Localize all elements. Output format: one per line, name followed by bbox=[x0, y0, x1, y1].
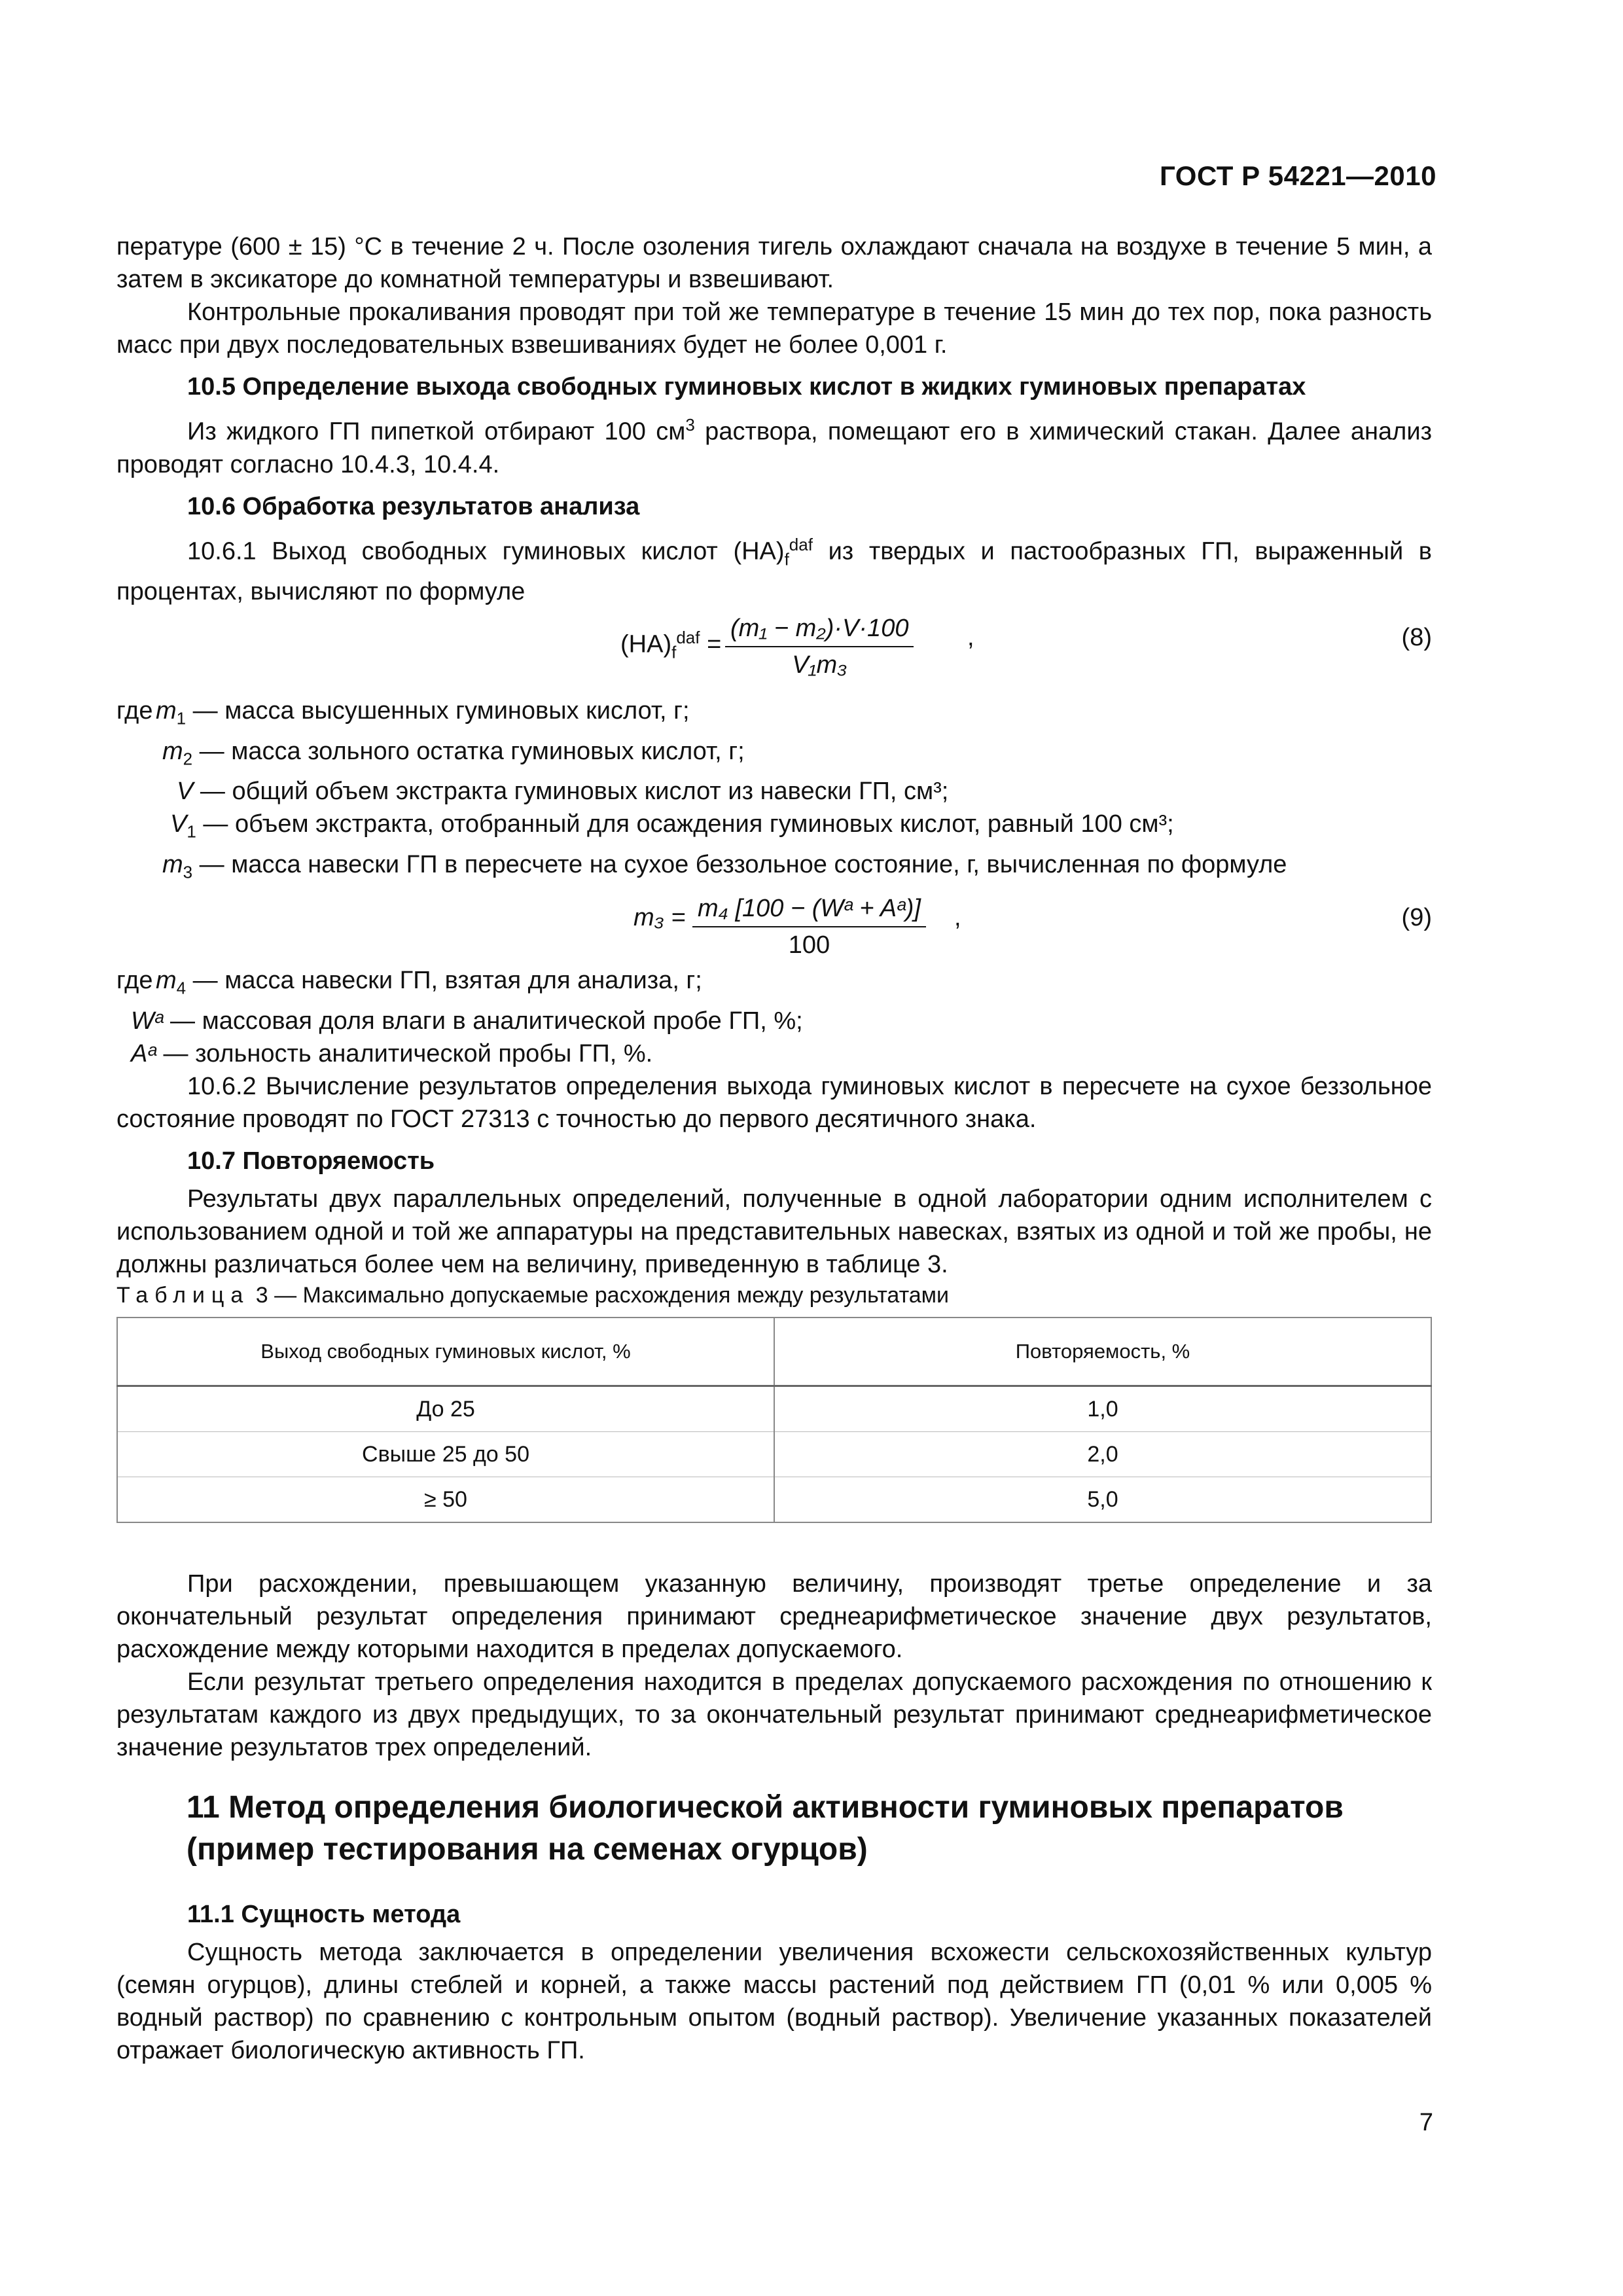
formula-8-numerator: (m₁ − m₂)·V·100 bbox=[725, 612, 914, 647]
formula-8-denominator: V₁m₃ bbox=[792, 651, 847, 679]
table-row bbox=[117, 1386, 1431, 1432]
column-header: Повторяемость, % bbox=[774, 1318, 1431, 1386]
section-11-title: 11 Метод определения биологической активности гуминовых препаратов (пример тестирования на семенах огурцов) bbox=[187, 1790, 1344, 1867]
formula-9-fraction bbox=[692, 892, 926, 961]
where-item: Wᵃ — массовая доля влаги в аналитической пробе ГП, %; bbox=[131, 1007, 803, 1035]
where-item: гдеm$_4$ — масса навески ГП, взятая для анализа, г; bbox=[116, 967, 702, 998]
table-3 bbox=[116, 1317, 1432, 1523]
where-item: Aᵃ — зольность аналитической пробы ГП, %. bbox=[131, 1039, 653, 1067]
standard-code: ГОСТ Р 54221—2010 bbox=[1160, 160, 1436, 191]
heading-11-1: 11.1 Сущность метода bbox=[187, 1901, 461, 1928]
paragraph-10-6-2: 10.6.2 Вычисление результатов определения выхода гуминовых кислот в пересчете на сухое беззольное состояние проводят по ГОСТ 27313 с точностью до первого десятичного знака. bbox=[116, 1072, 1432, 1133]
body-after-table bbox=[116, 1568, 1432, 1764]
formula-9-number: (9) bbox=[1401, 904, 1432, 932]
where-list-2 bbox=[116, 964, 1432, 1070]
body-top bbox=[116, 230, 1432, 1281]
paragraph-liquid-sample: Из жидкого ГП пипеткой отбирают 100 $см^3$ раствора, помещают его в химический стакан. Далее анализ проводят согласно 10.4.3, 10.4.4. bbox=[116, 415, 1433, 478]
where-item: $m_3$ — масса навески ГП в пересчете на сухое беззольное состояние, г, вычисленная по формуле bbox=[162, 850, 1287, 882]
heading-10-7: 10.7 Повторяемость bbox=[187, 1147, 435, 1175]
table-cell: 5,0 bbox=[774, 1477, 1431, 1523]
formula-8-number: (8) bbox=[1401, 623, 1432, 651]
where-item: V — общий объем экстракта гуминовых кислот из навески ГП, см³; bbox=[177, 778, 949, 806]
formula-9-lhs: m₃ = bbox=[633, 904, 686, 932]
paragraph-continuation: пературе (600 ± 15) °C в течение 2 ч. После озоления тигель охлаждают сначала на воздухе в течение 5 мин, а затем в эксикаторе до комнатной температуры и взвешивают. bbox=[116, 233, 1432, 293]
paragraph-control-calcination: Контрольные прокаливания проводят при той же температуре в течение 15 мин до тех пор, пока разность масс при двух последовательных взвешиваниях будет не более 0,001 г. bbox=[116, 298, 1432, 359]
table-cell: Свыше 25 до 50 bbox=[117, 1432, 774, 1477]
paragraph-discrepancy: При расхождении, превышающем указанную величину, производят третье определение и за окончательный результат определения принимают среднеарифметическое значение двух результатов, расхождение между которыми находится в пределах допускаемого. bbox=[116, 1570, 1432, 1663]
table-row bbox=[117, 1477, 1431, 1523]
table-cell: До 25 bbox=[117, 1386, 774, 1432]
heading-10-6: 10.6 Обработка результатов анализа bbox=[187, 492, 640, 520]
where-item: гдеm$_1$ — масса высушенных гуминовых кислот, г; bbox=[116, 696, 690, 728]
section-11-body bbox=[116, 1898, 1432, 2067]
paragraph-repeatability: Результаты двух параллельных определений, полученные в одной лаборатории одним исполнителем с использованием одной и той же аппаратуры на представительных навесках, взятых из одной и той же пробы, не должны различаться более чем на величину, приведенную в таблице 3. bbox=[116, 1185, 1432, 1278]
formula-9-denominator: 100 bbox=[788, 931, 830, 960]
column-header: Выход свободных гуминовых кислот, % bbox=[117, 1318, 774, 1386]
formula-8-fraction bbox=[725, 612, 914, 681]
table-3-caption: Таблица 3 — Максимально допускаемые расхождения между результатами bbox=[116, 1283, 950, 1308]
table-cell: 1,0 bbox=[774, 1386, 1431, 1432]
where-item: $m_2$ — масса зольного остатка гуминовых кислот, г; bbox=[162, 737, 745, 769]
formula-8-lhs: $(НА)_f^{daf}$ = bbox=[620, 627, 722, 662]
where-list-1 bbox=[116, 694, 1432, 888]
table-cell: 2,0 bbox=[774, 1432, 1431, 1477]
paragraph-third-determination: Если результат третьего определения находится в пределах допускаемого расхождения по отношению к результатам каждого из двух предыдущих, то за окончательный результат принимают среднеарифметическое значение результатов трех определений. bbox=[116, 1668, 1432, 1761]
formula-9-numerator: m₄ [100 − (Wᵃ + Aᵃ)] bbox=[692, 892, 926, 927]
paragraph-10-6-1: 10.6.1 Выход свободных гуминовых кислот $(НА)_f^{daf}$ из твердых и пастообразных ГП, выраженный в процентах, вычисляют по формуле bbox=[116, 534, 1432, 605]
table-header-row bbox=[117, 1318, 1431, 1386]
paragraph-method-essence: Сущность метода заключается в определении увеличения всхожести сельскохозяйственных культур (семян огурцов), длины стеблей и корней, а также массы растений под действием ГП (0,01 % или 0,005 % водный раствор) по сравнению с контрольным опытом (водный раствор). Увеличение указанных показателей отражает биологическую активность ГП. bbox=[116, 1939, 1432, 2064]
page-number: 7 bbox=[1419, 2109, 1433, 2136]
table-row bbox=[117, 1432, 1431, 1477]
formula-9 bbox=[116, 892, 1432, 960]
heading-10-5: 10.5 Определение выхода свободных гуминовых кислот в жидких гуминовых препаратах bbox=[187, 373, 1306, 401]
table-cell: ≥ 50 bbox=[117, 1477, 774, 1523]
where-item: $V_1$ — объем экстракта, отобранный для осаждения гуминовых кислот, равный 100 см³; bbox=[170, 810, 1174, 842]
formula-9-comma: , bbox=[954, 904, 961, 932]
formula-8-comma: , bbox=[967, 623, 974, 651]
formula-8 bbox=[116, 612, 1432, 685]
